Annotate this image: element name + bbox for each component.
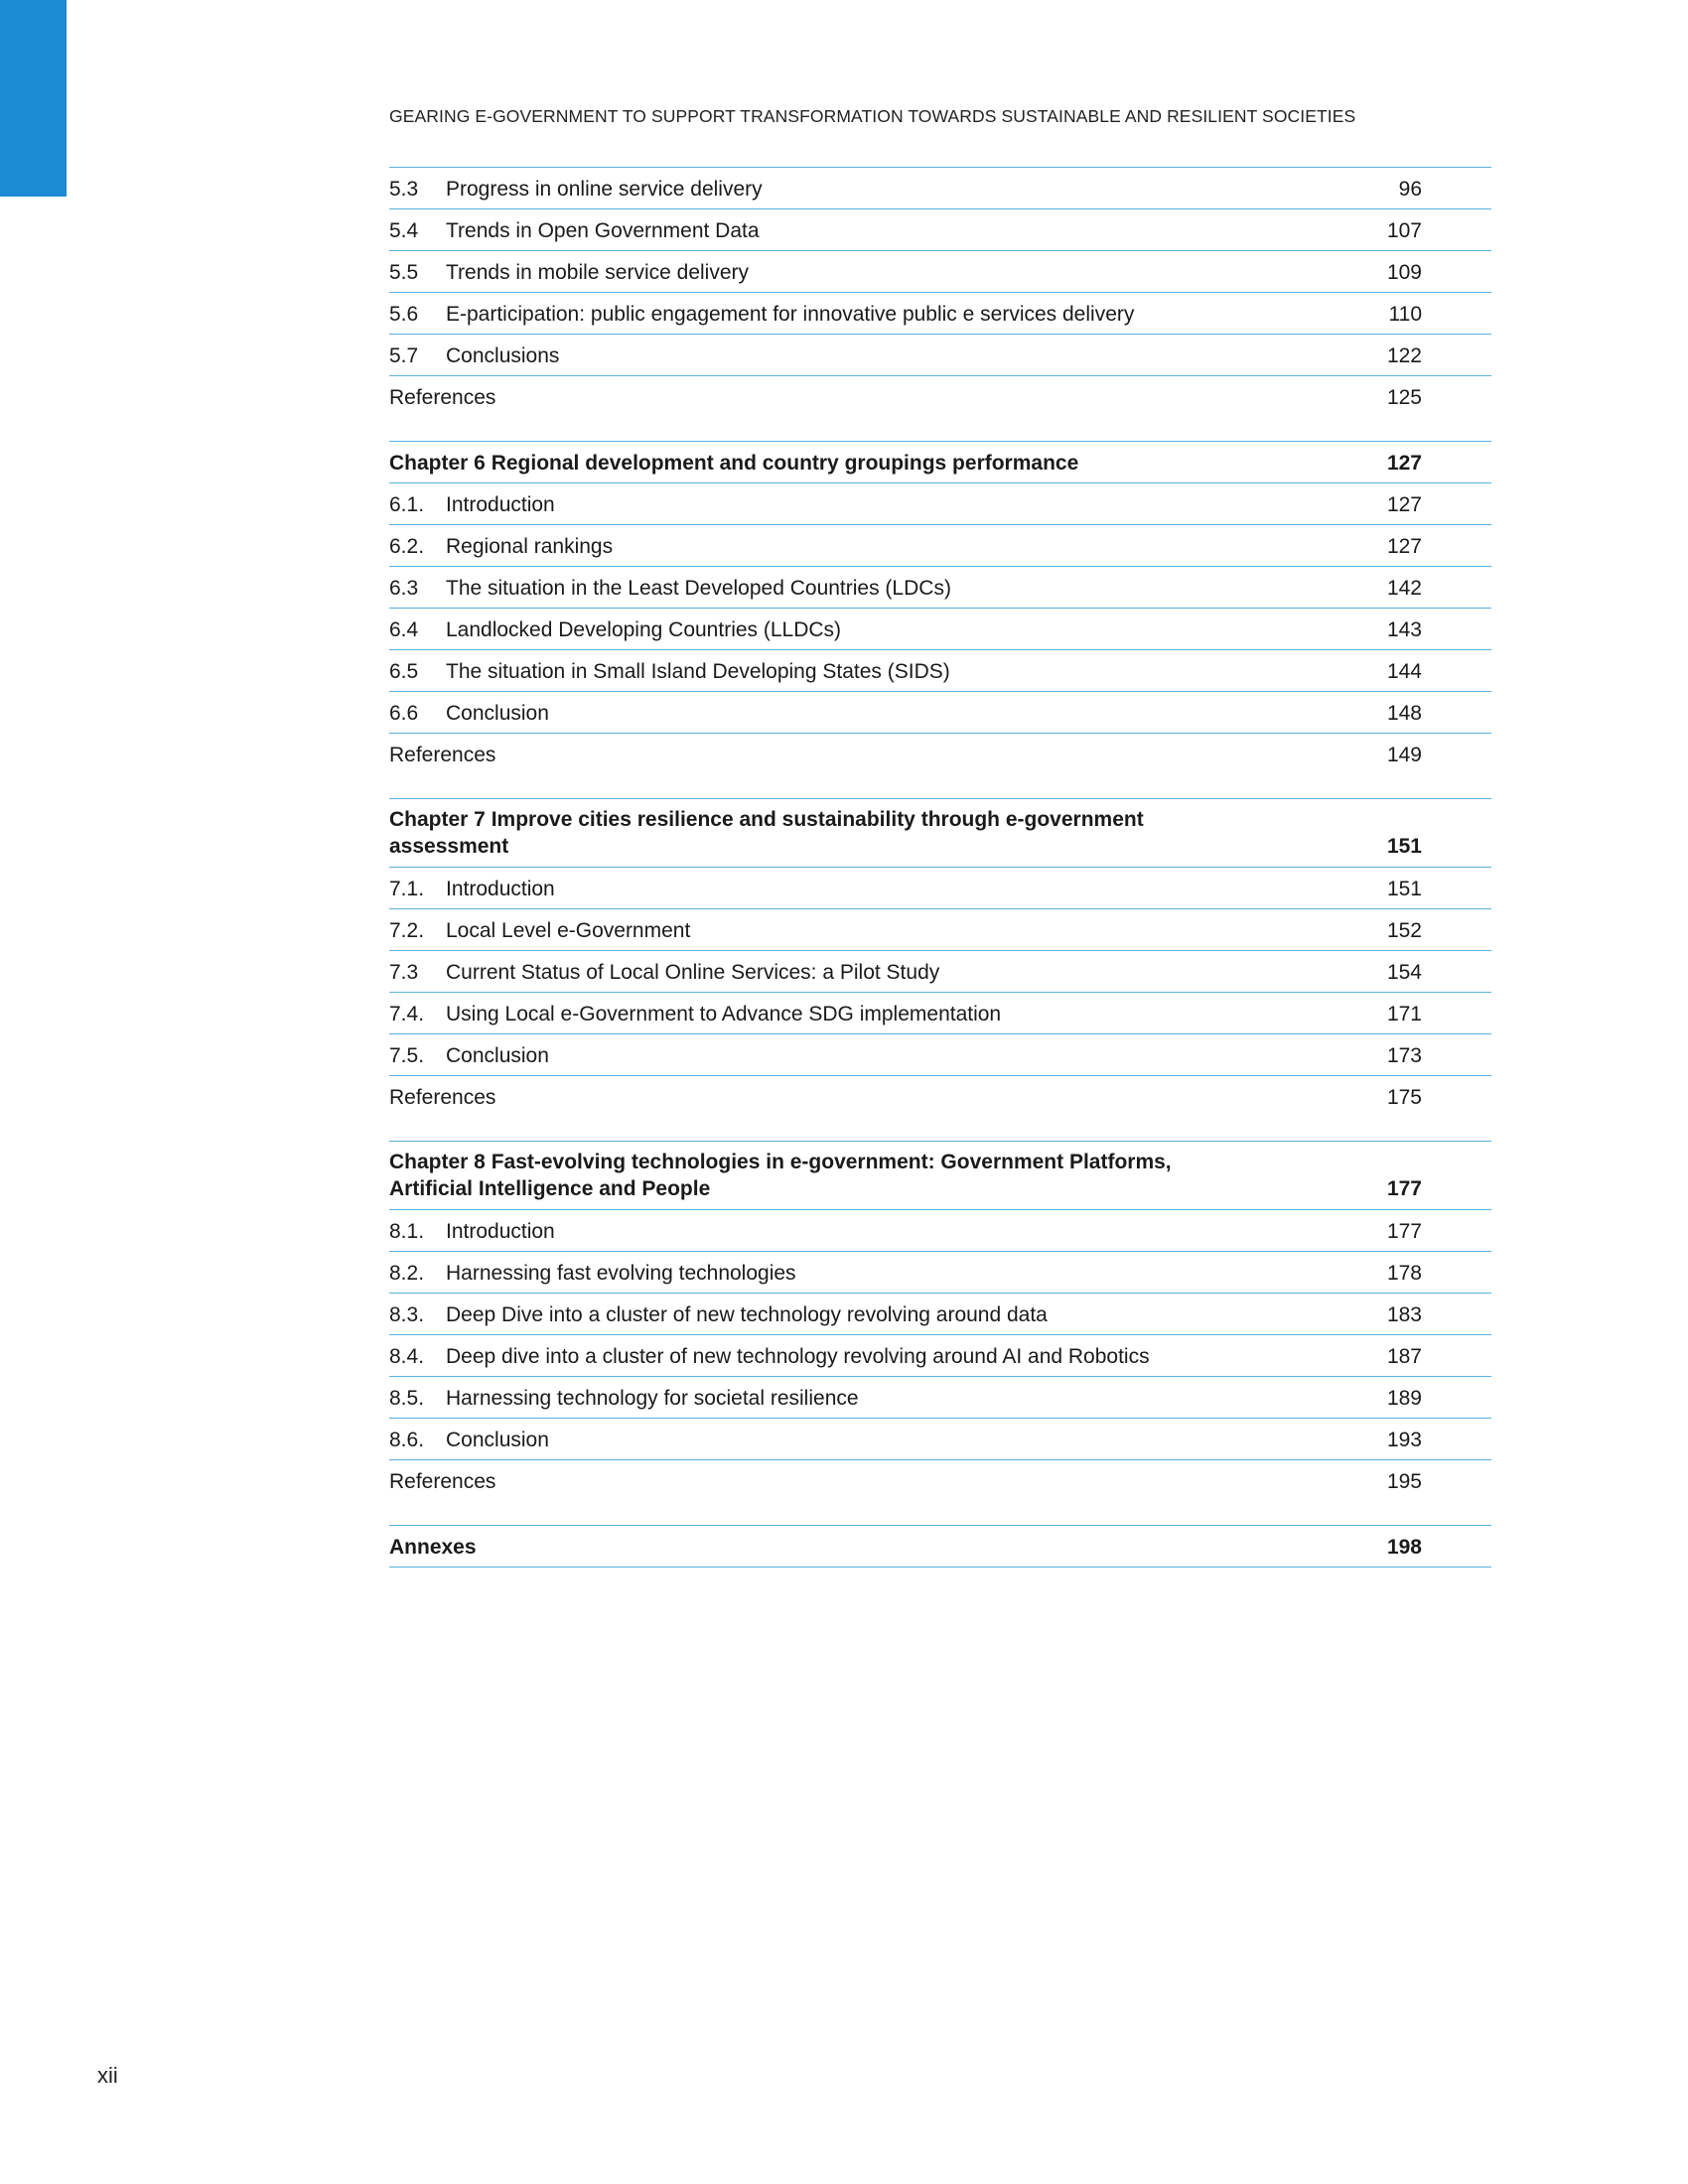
entry-number: 5.5	[389, 261, 419, 284]
entry-page: 125	[1386, 386, 1422, 409]
toc-annexes[interactable]	[389, 1525, 1491, 1567]
entry-title: The situation in Small Island Developing States (SIDS)	[446, 660, 950, 683]
entry-title: Harnessing technology for societal resilience	[446, 1387, 859, 1410]
entry-number: 6.1.	[389, 493, 425, 516]
entry-page: 175	[1386, 1086, 1422, 1109]
toc-references[interactable]	[389, 1459, 1491, 1501]
toc-entry[interactable]	[389, 482, 1491, 524]
entry-page: 148	[1386, 702, 1422, 725]
entry-title: Harnessing fast evolving technologies	[446, 1262, 796, 1285]
entry-title: Deep Dive into a cluster of new technology revolving around data	[446, 1303, 1048, 1326]
toc-entry[interactable]	[389, 1033, 1491, 1075]
table-of-contents	[389, 167, 1491, 1568]
entry-page: 144	[1386, 660, 1422, 683]
toc-entry[interactable]	[389, 1334, 1491, 1376]
toc-chapter-6[interactable]	[389, 441, 1491, 482]
entry-number: 6.6	[389, 702, 419, 725]
entry-number: 7.1.	[389, 878, 425, 900]
entry-page: 173	[1386, 1044, 1422, 1067]
entry-title: References	[389, 1470, 496, 1493]
entry-page: 143	[1386, 618, 1422, 641]
entry-number: 5.4	[389, 219, 419, 242]
entry-title: References	[389, 1086, 496, 1109]
entry-page: 187	[1386, 1345, 1422, 1368]
entry-title: Using Local e-Government to Advance SDG implementation	[446, 1003, 1002, 1025]
entry-title: Trends in mobile service delivery	[446, 261, 750, 284]
toc-entry[interactable]	[389, 950, 1491, 992]
entry-page: 127	[1386, 535, 1422, 558]
entry-title: E-participation: public engagement for innovative public e services delivery	[446, 303, 1135, 326]
entry-page: 142	[1386, 577, 1422, 600]
accent-bar	[0, 0, 67, 197]
entry-number: 8.2.	[389, 1262, 425, 1285]
entry-page: 152	[1386, 919, 1422, 942]
entry-number: 6.2.	[389, 535, 425, 558]
entry-page: 122	[1386, 344, 1422, 367]
entry-title: Local Level e-Government	[446, 919, 691, 942]
entry-number: 8.4.	[389, 1345, 425, 1368]
entry-number: 6.5	[389, 660, 419, 683]
page-number: xii	[97, 2063, 118, 2088]
chapter-title: Annexes	[389, 1536, 477, 1559]
toc-end-rule	[389, 1567, 1491, 1568]
entry-page: 177	[1386, 1220, 1422, 1243]
toc-entry[interactable]	[389, 167, 1491, 208]
entry-number: 8.1.	[389, 1220, 425, 1243]
entry-number: 7.3	[389, 961, 419, 984]
toc-chapter-8[interactable]	[389, 1141, 1491, 1209]
toc-entry[interactable]	[389, 867, 1491, 908]
entry-title: Introduction	[446, 493, 555, 516]
toc-entry[interactable]	[389, 992, 1491, 1033]
entry-page: 107	[1386, 219, 1422, 242]
entry-page: 178	[1386, 1262, 1422, 1285]
entry-title: Conclusion	[446, 702, 549, 725]
entry-page: 127	[1386, 493, 1422, 516]
entry-page: 149	[1386, 744, 1422, 766]
entry-number: 7.5.	[389, 1044, 425, 1067]
entry-page: 154	[1386, 961, 1422, 984]
toc-entry[interactable]	[389, 1209, 1491, 1251]
entry-page: 183	[1386, 1303, 1422, 1326]
entry-page: 193	[1386, 1429, 1422, 1451]
entry-title: Conclusion	[446, 1429, 549, 1451]
entry-number: 8.5.	[389, 1387, 425, 1410]
toc-entry[interactable]	[389, 1376, 1491, 1418]
toc-chapter-7[interactable]	[389, 798, 1491, 867]
entry-number: 6.4	[389, 618, 419, 641]
entry-page: 171	[1386, 1003, 1422, 1025]
chapter-title-line2: assessment	[389, 835, 509, 858]
toc-entry[interactable]	[389, 649, 1491, 691]
entry-title: Current Status of Local Online Services: a Pilot Study	[446, 961, 940, 984]
entry-number: 5.7	[389, 344, 419, 367]
entry-number: 6.3	[389, 577, 419, 600]
entry-page: 96	[1398, 178, 1422, 201]
entry-number: 8.6.	[389, 1429, 425, 1451]
toc-entry[interactable]	[389, 1251, 1491, 1293]
chapter-page: 151	[1386, 835, 1422, 858]
chapter-title	[389, 1149, 1172, 1202]
toc-references[interactable]	[389, 375, 1491, 417]
entry-title: References	[389, 744, 496, 766]
entry-title: Progress in online service delivery	[446, 178, 763, 201]
toc-entry[interactable]	[389, 1418, 1491, 1459]
entry-title: Deep dive into a cluster of new technology revolving around AI and Robotics	[446, 1345, 1150, 1368]
running-header: GEARING E-GOVERNMENT TO SUPPORT TRANSFORMATION TOWARDS SUSTAINABLE AND RESILIENT SOCIETIES	[389, 106, 1356, 126]
toc-entry[interactable]	[389, 292, 1491, 334]
chapter-title: Chapter 6 Regional development and country groupings performance	[389, 452, 1079, 475]
toc-references[interactable]	[389, 1075, 1491, 1117]
toc-entry[interactable]	[389, 566, 1491, 608]
entry-title: References	[389, 386, 496, 409]
chapter-title-line2: Artificial Intelligence and People	[389, 1177, 711, 1200]
chapter-page: 198	[1386, 1536, 1422, 1559]
chapter-title-line1: Chapter 8 Fast-evolving technologies in e-government: Government Platforms,	[389, 1151, 1172, 1173]
toc-entry[interactable]	[389, 334, 1491, 375]
entry-number: 8.3.	[389, 1303, 425, 1326]
toc-entry[interactable]	[389, 1293, 1491, 1334]
toc-entry[interactable]	[389, 250, 1491, 292]
entry-title: The situation in the Least Developed Countries (LDCs)	[446, 577, 951, 600]
entry-number: 5.3	[389, 178, 419, 201]
toc-entry[interactable]	[389, 691, 1491, 733]
entry-title: Introduction	[446, 1220, 555, 1243]
entry-page: 151	[1386, 878, 1422, 900]
toc-references[interactable]	[389, 733, 1491, 774]
chapter-title	[389, 806, 1144, 860]
chapter-page: 177	[1386, 1177, 1422, 1200]
entry-number: 7.4.	[389, 1003, 425, 1025]
chapter-page: 127	[1386, 452, 1422, 475]
entry-number: 7.2.	[389, 919, 425, 942]
chapter-title-line1: Chapter 7 Improve cities resilience and sustainability through e-government	[389, 808, 1144, 831]
toc-entry[interactable]	[389, 608, 1491, 649]
entry-number: 5.6	[389, 303, 419, 326]
entry-title: Landlocked Developing Countries (LLDCs)	[446, 618, 842, 641]
entry-title: Conclusions	[446, 344, 560, 367]
toc-entry[interactable]	[389, 524, 1491, 566]
entry-title: Trends in Open Government Data	[446, 219, 760, 242]
entry-title: Regional rankings	[446, 535, 614, 558]
toc-entry[interactable]	[389, 208, 1491, 250]
entry-title: Introduction	[446, 878, 555, 900]
entry-page: 109	[1386, 261, 1422, 284]
entry-title: Conclusion	[446, 1044, 549, 1067]
entry-page: 110	[1388, 303, 1422, 326]
entry-page: 189	[1386, 1387, 1422, 1410]
toc-entry[interactable]	[389, 908, 1491, 950]
entry-page: 195	[1386, 1470, 1422, 1493]
